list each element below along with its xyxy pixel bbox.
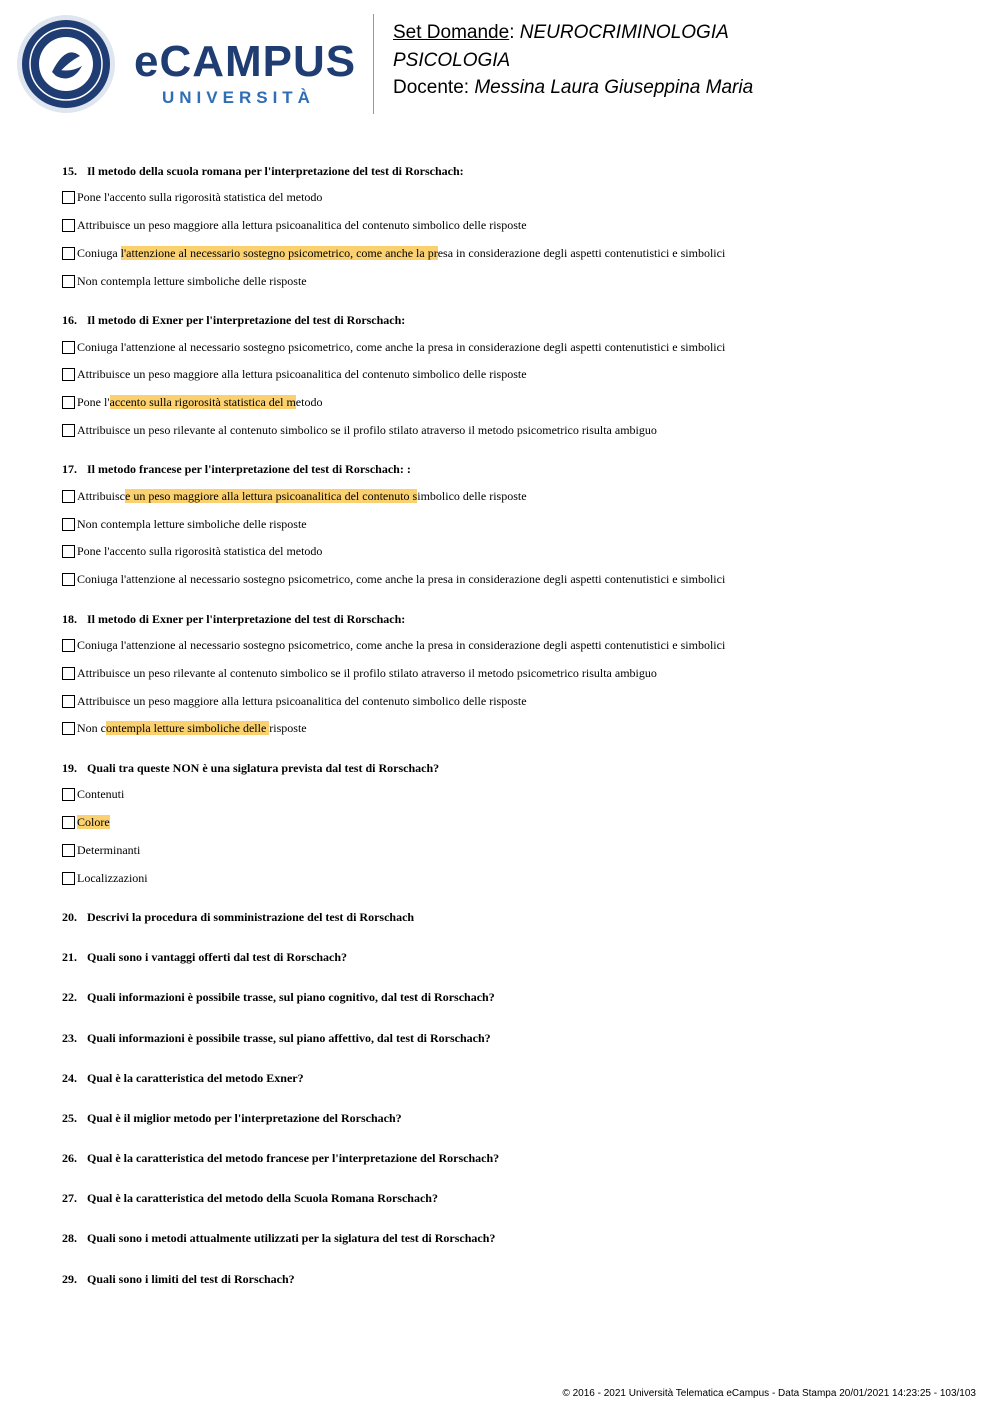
- open-question: [62, 1109, 962, 1127]
- answer-text: etodo: [295, 395, 323, 410]
- question-text: Quali sono i vantaggi offerti dal test di Rorschach?: [87, 950, 347, 965]
- open-question: [62, 1149, 962, 1167]
- question-text: Descrivi la procedura di somministrazione del test di Rorschach: [87, 909, 415, 924]
- answer-text: Pone l': [77, 395, 110, 410]
- answer-checkbox[interactable]: [62, 639, 75, 652]
- question-title: [62, 460, 962, 478]
- question-title: [62, 162, 962, 180]
- answer-checkbox[interactable]: [62, 424, 75, 437]
- answer-option[interactable]: [62, 240, 962, 268]
- question-text: Il metodo francese per l'interpretazione del test di Rorschach: :: [87, 462, 411, 477]
- logo-wordmark: eCAMPUS: [134, 37, 357, 86]
- answer-option[interactable]: [62, 212, 962, 240]
- answer-checkbox[interactable]: [62, 573, 75, 586]
- question-number: 27.: [62, 1191, 77, 1206]
- open-question: [62, 988, 962, 1006]
- question-number: 15.: [62, 164, 77, 178]
- answer-text: Coniuga l'attenzione al necessario sostegno psicometrico, come anche la presa in considerazione degli aspetti contenutistici e simbolici: [77, 637, 726, 652]
- answer-label: [77, 843, 140, 858]
- question-number: 24.: [62, 1070, 77, 1085]
- question-text: Il metodo di Exner per l'interpretazione del test di Rorschach:: [87, 313, 406, 328]
- answer-label: [77, 218, 527, 233]
- logo-subtitle: UNIVERSITÀ: [162, 88, 315, 107]
- question-text: Il metodo di Exner per l'interpretazione del test di Rorschach:: [87, 611, 406, 626]
- question-number: 16.: [62, 313, 77, 328]
- question-text: Quali informazioni è possibile trasse, sul piano affettivo, dal test di Rorschach?: [87, 1030, 491, 1045]
- question-number: 20.: [62, 909, 77, 924]
- answer-option[interactable]: [62, 632, 962, 660]
- answer-label: [77, 190, 322, 205]
- docente-value: Messina Laura Giuseppina Maria: [474, 77, 754, 98]
- answer-checkbox[interactable]: [62, 219, 75, 232]
- answer-checkbox[interactable]: [62, 396, 75, 409]
- answer-checkbox[interactable]: [62, 341, 75, 354]
- answer-text: Attribuisce un peso maggiore alla lettura psicoanalitica del contenuto simbolico delle risposte: [77, 218, 527, 233]
- question-number: 17.: [62, 462, 77, 477]
- answer-label: [77, 246, 725, 261]
- answer-checkbox[interactable]: [62, 695, 75, 708]
- set-label: Set Domande: [393, 22, 510, 43]
- highlighted-text: e un peso maggiore alla lettura psicoanalitica del contenuto s: [125, 488, 418, 503]
- answer-text: esa in considerazione degli aspetti contenutistici e simbolici: [437, 245, 726, 260]
- question-title: [62, 610, 962, 628]
- answer-option[interactable]: [62, 715, 962, 743]
- answer-checkbox[interactable]: [62, 872, 75, 885]
- answer-label: [77, 489, 527, 504]
- answer-text: Coniuga l'attenzione al necessario sostegno psicometrico, come anche la presa in considerazione degli aspetti contenutistici e simbolici: [77, 572, 726, 587]
- answer-label: [77, 423, 657, 438]
- question-number: 28.: [62, 1231, 77, 1246]
- header-divider: [373, 14, 374, 114]
- answer-checkbox[interactable]: [62, 667, 75, 680]
- answer-label: [77, 694, 527, 709]
- answer-label: [77, 517, 307, 532]
- question-block: [62, 759, 962, 892]
- answer-checkbox[interactable]: [62, 788, 75, 801]
- docente-line: [393, 77, 753, 99]
- page-header: [0, 0, 1000, 130]
- question-text: Quali sono i metodi attualmente utilizzati per la siglatura del test di Rorschach?: [87, 1231, 496, 1246]
- answer-checkbox[interactable]: [62, 816, 75, 829]
- open-question: [62, 1029, 962, 1047]
- open-question: [62, 1270, 962, 1288]
- answer-text: Pone l'accento sulla rigorosità statistica del metodo: [77, 544, 323, 559]
- docente-label: Docente:: [393, 77, 470, 98]
- answer-checkbox[interactable]: [62, 518, 75, 531]
- question-block: [62, 610, 962, 743]
- answer-option[interactable]: [62, 781, 962, 809]
- answer-text: Pone l'accento sulla rigorosità statistica del metodo: [77, 190, 323, 205]
- answer-text: Coniuga l'attenzione al necessario sostegno psicometrico, come anche la presa in considerazione degli aspetti contenutistici e simbolici: [77, 339, 726, 354]
- question-list: [62, 162, 962, 1310]
- answer-text: Contenuti: [77, 787, 125, 802]
- answer-text: risposte: [269, 721, 307, 736]
- question-text: Quali tra queste NON è una siglatura prevista dal test di Rorschach?: [87, 760, 440, 775]
- answer-text: Attribuisce un peso rilevante al contenuto simbolico se il profilo stilato atraverso il metodo psicometrico risulta ambiguo: [77, 665, 657, 680]
- answer-text: Coniuga: [77, 245, 121, 260]
- open-question: [62, 948, 962, 966]
- answer-checkbox[interactable]: [62, 275, 75, 288]
- highlighted-text: ontempla letture simboliche delle: [106, 721, 270, 736]
- question-number: 29.: [62, 1271, 77, 1286]
- highlighted-text: Colore: [77, 814, 110, 829]
- question-number: 19.: [62, 760, 77, 775]
- open-question: [62, 908, 962, 926]
- question-text: Qual è la caratteristica del metodo Exner?: [87, 1070, 304, 1085]
- answer-checkbox[interactable]: [62, 545, 75, 558]
- answer-text: Localizzazioni: [77, 870, 148, 885]
- question-block: [62, 311, 962, 444]
- answer-text: Attribuisc: [77, 488, 125, 503]
- question-number: 22.: [62, 990, 77, 1005]
- answer-option[interactable]: [62, 538, 962, 566]
- answer-option[interactable]: [62, 184, 962, 212]
- question-text: Qual è la caratteristica del metodo della Scuola Romana Rorschach?: [87, 1191, 438, 1206]
- answer-option[interactable]: [62, 482, 962, 510]
- answer-checkbox[interactable]: [62, 490, 75, 503]
- question-number: 26.: [62, 1151, 77, 1166]
- answer-checkbox[interactable]: [62, 844, 75, 857]
- answer-text: Determinanti: [77, 842, 141, 857]
- answer-option[interactable]: [62, 510, 962, 538]
- answer-label: [77, 395, 322, 410]
- set-value-line-2: PSICOLOGIA: [393, 50, 511, 71]
- answer-label: [77, 274, 307, 289]
- answer-checkbox[interactable]: [62, 247, 75, 260]
- question-title: [62, 311, 962, 329]
- question-text: Qual è il miglior metodo per l'interpretazione del Rorschach?: [87, 1110, 402, 1125]
- open-question: [62, 1189, 962, 1207]
- answer-label: [77, 367, 527, 382]
- answer-text: Non contempla letture simboliche delle risposte: [77, 273, 307, 288]
- answer-option[interactable]: [62, 417, 962, 445]
- question-text: Quali sono i limiti del test di Rorschach?: [87, 1271, 295, 1286]
- question-title: [62, 759, 962, 777]
- set-value: NEUROCRIMINOLOGIA: [519, 22, 729, 43]
- question-block: [62, 460, 962, 593]
- question-number: 25.: [62, 1110, 77, 1125]
- answer-option[interactable]: [62, 333, 962, 361]
- answer-text: Attribuisce un peso rilevante al contenuto simbolico se il profilo stilato atraverso il metodo psicometrico risulta ambiguo: [77, 422, 657, 437]
- question-number: 21.: [62, 950, 77, 965]
- question-text: Il metodo della scuola romana per l'interpretazione del test di Rorschach:: [87, 164, 464, 178]
- answer-label: [77, 815, 110, 830]
- answer-option[interactable]: [62, 864, 962, 892]
- answer-text: Non c: [77, 721, 106, 736]
- answer-option[interactable]: [62, 389, 962, 417]
- highlighted-text: accento sulla rigorosità statistica del m: [109, 395, 296, 410]
- answer-option[interactable]: [62, 809, 962, 837]
- question-number: 23.: [62, 1030, 77, 1045]
- answer-option[interactable]: [62, 267, 962, 295]
- answer-label: [77, 572, 725, 587]
- ecampus-seal-logo: [16, 14, 116, 114]
- open-question: [62, 1229, 962, 1247]
- answer-option[interactable]: [62, 361, 962, 389]
- question-block: [62, 162, 962, 295]
- highlighted-text: l'attenzione al necessario sostegno psicometrico, come anche la pr: [120, 245, 438, 260]
- answer-label: [77, 721, 307, 736]
- answer-label: [77, 638, 725, 653]
- answer-checkbox[interactable]: [62, 368, 75, 381]
- answer-label: [77, 544, 322, 559]
- answer-label: [77, 871, 148, 886]
- answer-checkbox[interactable]: [62, 191, 75, 204]
- answer-checkbox[interactable]: [62, 722, 75, 735]
- answer-label: [77, 340, 725, 355]
- page-footer: © 2016 - 2021 Università Telematica eCampus - Data Stampa 20/01/2021 14:23:25 - 103/103: [562, 1388, 976, 1399]
- open-question: [62, 1069, 962, 1087]
- question-text: Quali informazioni è possibile trasse, sul piano cognitivo, dal test di Rorschach?: [87, 990, 495, 1005]
- answer-label: [77, 666, 657, 681]
- answer-text: Non contempla letture simboliche delle risposte: [77, 516, 307, 531]
- answer-text: Attribuisce un peso maggiore alla lettura psicoanalitica del contenuto simbolico delle risposte: [77, 367, 527, 382]
- answer-text: Attribuisce un peso maggiore alla lettura psicoanalitica del contenuto simbolico delle risposte: [77, 693, 527, 708]
- answer-option[interactable]: [62, 836, 962, 864]
- answer-label: [77, 787, 124, 802]
- set-line: Set Domande: NEUROCRIMINOLOGIA: [393, 22, 729, 43]
- question-text: Qual è la caratteristica del metodo francese per l'interpretazione del Rorschach?: [87, 1151, 500, 1166]
- answer-option[interactable]: [62, 659, 962, 687]
- answer-option[interactable]: [62, 687, 962, 715]
- answer-option[interactable]: [62, 566, 962, 594]
- question-number: 18.: [62, 611, 77, 626]
- answer-text: imbolico delle risposte: [417, 488, 527, 503]
